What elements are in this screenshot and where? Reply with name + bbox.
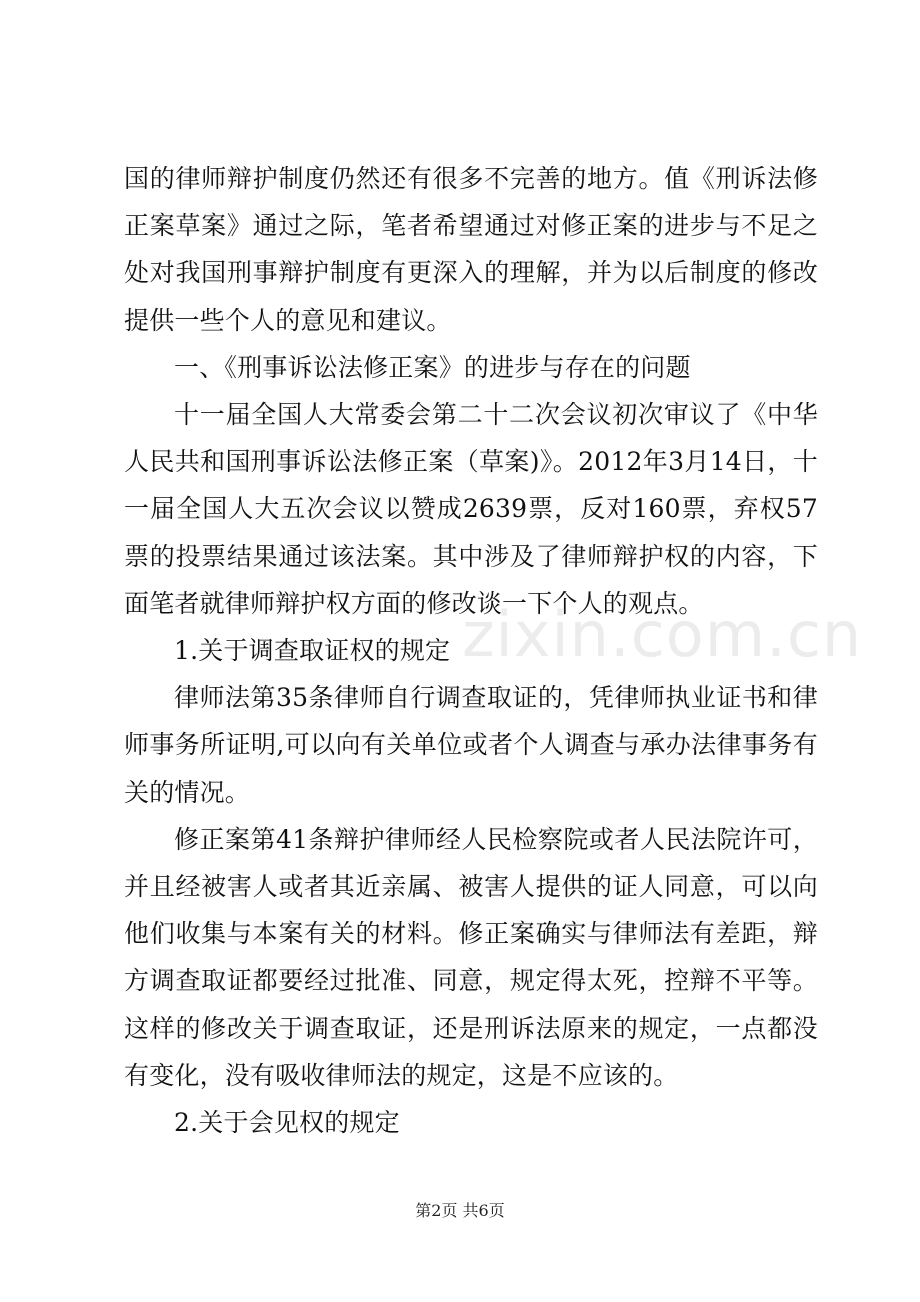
watermark: zixin.com.cn (462, 598, 863, 671)
subsection-heading: 1.关于调查取证权的规定 (174, 636, 451, 666)
section-heading: 一、《刑事诉讼法修正案》的进步与存在的问题 (174, 352, 691, 382)
paragraph-continuation: 国的律师辩护制度仍然还有很多不完善的地方。值《刑诉法修正案草案》通过之际，笔者希望通过对修正案的进步与不足之处对我国刑事辩护制度有更深入的理解，并为以后制度的修改提供一些个人的意见和建议。 (124, 164, 818, 335)
page-number: 第2页 共6页 (415, 1201, 505, 1220)
document-body (124, 155, 818, 1146)
paragraph: 十一届全国人大常委会第二十二次会议初次审议了《中华人民共和国刑事诉讼法修正案（草案)》。2012年3月14日，十一届全国人大五次会议以赞成2639票，反对160票，弃权57票的投票结果通过该法案。其中涉及了律师辩护权的内容，下面笔者就律师辩护权方面的修改谈一下个人的观点。 (124, 400, 818, 618)
subsection-heading: 2.关于会见权的规定 (174, 1108, 400, 1138)
paragraph: 修正案第41条辩护律师经人民检察院或者人民法院许可，并且经被害人或者其近亲属、被害人提供的证人同意，可以向他们收集与本案有关的材料。修正案确实与律师法有差距，辩方调查取证都要经过批准、同意，规定得太死，控辩不平等。这样的修改关于调查取证，还是刑诉法原来的规定，一点都没有变化，没有吸收律师法的规定，这是不应该的。 (124, 824, 818, 1090)
paragraph: 律师法第35条律师自行调查取证的，凭律师执业证书和律师事务所证明,可以向有关单位或者个人调查与承办法律事务有关的情况。 (124, 683, 818, 807)
